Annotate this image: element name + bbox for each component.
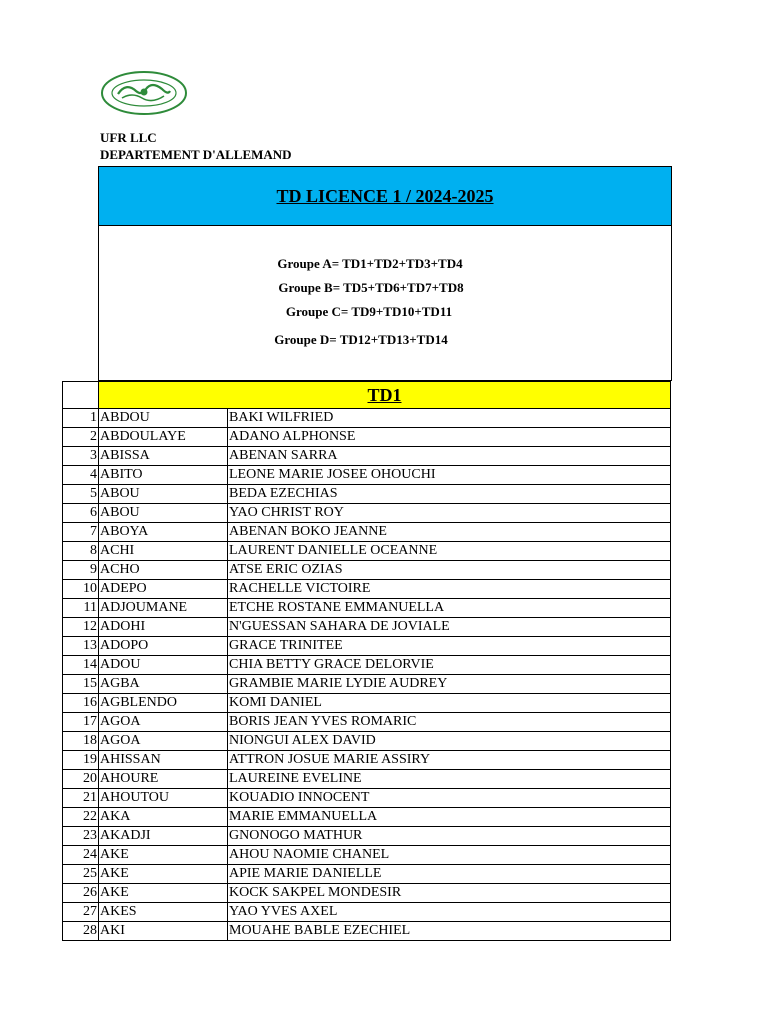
department-label: DEPARTEMENT D'ALLEMAND	[100, 147, 292, 162]
table-row	[63, 789, 671, 808]
student-surname: AHOUTOU	[99, 789, 228, 808]
student-firstnames: ETCHE ROSTANE EMMANUELLA	[228, 599, 671, 618]
student-firstnames: KOCK SAKPEL MONDESIR	[228, 884, 671, 903]
student-surname: ABDOU	[99, 409, 228, 428]
table-row	[63, 599, 671, 618]
row-number: 18	[63, 732, 99, 751]
table-row	[63, 428, 671, 447]
row-number: 27	[63, 903, 99, 922]
student-firstnames: BEDA EZECHIAS	[228, 485, 671, 504]
row-number: 21	[63, 789, 99, 808]
student-surname: AGOA	[99, 732, 228, 751]
student-firstnames: MARIE EMMANUELLA	[228, 808, 671, 827]
row-number: 28	[63, 922, 99, 941]
table-row	[63, 808, 671, 827]
student-surname: ADOPO	[99, 637, 228, 656]
student-surname: ADOU	[99, 656, 228, 675]
group-c: Groupe C= TD9+TD10+TD11	[285, 304, 453, 319]
sheet-title	[98, 166, 672, 226]
student-firstnames: GRACE TRINITEE	[228, 637, 671, 656]
table-row	[63, 884, 671, 903]
table-row	[63, 675, 671, 694]
student-surname: AKES	[99, 903, 228, 922]
student-table	[62, 381, 671, 941]
table-row	[63, 827, 671, 846]
student-surname: AHISSAN	[99, 751, 228, 770]
table-row	[63, 694, 671, 713]
table-row	[63, 713, 671, 732]
student-surname: ABOU	[99, 504, 228, 523]
row-number: 24	[63, 846, 99, 865]
student-surname: ACHO	[99, 561, 228, 580]
row-number: 8	[63, 542, 99, 561]
table-row	[63, 523, 671, 542]
student-surname: ABISSA	[99, 447, 228, 466]
row-number: 7	[63, 523, 99, 542]
student-firstnames: MOUAHE BABLE EZECHIEL	[228, 922, 671, 941]
student-firstnames: APIE MARIE DANIELLE	[228, 865, 671, 884]
table-row	[63, 637, 671, 656]
student-firstnames: LAUREINE EVELINE	[228, 770, 671, 789]
row-number: 11	[63, 599, 99, 618]
student-firstnames: KOUADIO INNOCENT	[228, 789, 671, 808]
student-surname: AKADJI	[99, 827, 228, 846]
table-row	[63, 656, 671, 675]
department-header	[100, 129, 292, 163]
student-surname: AHOURE	[99, 770, 228, 789]
table-row	[63, 485, 671, 504]
row-number: 6	[63, 504, 99, 523]
table-row	[63, 922, 671, 941]
table-row	[63, 903, 671, 922]
row-number: 25	[63, 865, 99, 884]
table-row	[63, 618, 671, 637]
student-surname: AGBLENDO	[99, 694, 228, 713]
student-firstnames: ATTRON JOSUE MARIE ASSIRY	[228, 751, 671, 770]
table-row	[63, 770, 671, 789]
student-firstnames: ATSE ERIC OZIAS	[228, 561, 671, 580]
row-number: 1	[63, 409, 99, 428]
table-row	[63, 504, 671, 523]
groups-box	[98, 226, 672, 381]
row-number: 3	[63, 447, 99, 466]
student-firstnames: KOMI DANIEL	[228, 694, 671, 713]
student-surname: AKA	[99, 808, 228, 827]
student-firstnames: NIONGUI ALEX DAVID	[228, 732, 671, 751]
student-surname: AKE	[99, 865, 228, 884]
student-surname: AGOA	[99, 713, 228, 732]
student-firstnames: BAKI WILFRIED	[228, 409, 671, 428]
student-surname: AGBA	[99, 675, 228, 694]
section-row	[63, 382, 671, 409]
row-number: 23	[63, 827, 99, 846]
student-surname: ABDOULAYE	[99, 428, 228, 447]
section-blank-cell	[63, 382, 99, 409]
group-b: Groupe B= TD5+TD6+TD7+TD8	[278, 280, 464, 295]
row-number: 12	[63, 618, 99, 637]
student-firstnames: BORIS JEAN YVES ROMARIC	[228, 713, 671, 732]
row-number: 15	[63, 675, 99, 694]
row-number: 10	[63, 580, 99, 599]
table-row	[63, 447, 671, 466]
student-firstnames: ABENAN BOKO JEANNE	[228, 523, 671, 542]
student-surname: ACHI	[99, 542, 228, 561]
student-firstnames: YAO CHRIST ROY	[228, 504, 671, 523]
student-surname: ABOYA	[99, 523, 228, 542]
table-row	[63, 580, 671, 599]
student-firstnames: GNONOGO MATHUR	[228, 827, 671, 846]
student-surname: ABOU	[99, 485, 228, 504]
row-number: 2	[63, 428, 99, 447]
student-surname: ADOHI	[99, 618, 228, 637]
student-firstnames: AHOU NAOMIE CHANEL	[228, 846, 671, 865]
table-row	[63, 751, 671, 770]
student-surname: ADEPO	[99, 580, 228, 599]
student-firstnames: ADANO ALPHONSE	[228, 428, 671, 447]
row-number: 22	[63, 808, 99, 827]
table-row	[63, 542, 671, 561]
row-number: 26	[63, 884, 99, 903]
row-number: 5	[63, 485, 99, 504]
row-number: 16	[63, 694, 99, 713]
row-number: 4	[63, 466, 99, 485]
group-d: Groupe D= TD12+TD13+TD14	[274, 332, 448, 347]
student-firstnames: RACHELLE VICTOIRE	[228, 580, 671, 599]
table-row	[63, 846, 671, 865]
student-firstnames: CHIA BETTY GRACE DELORVIE	[228, 656, 671, 675]
student-surname: AKE	[99, 846, 228, 865]
student-firstnames: N'GUESSAN SAHARA DE JOVIALE	[228, 618, 671, 637]
row-number: 20	[63, 770, 99, 789]
student-firstnames: LEONE MARIE JOSEE OHOUCHI	[228, 466, 671, 485]
table-row	[63, 865, 671, 884]
table-row	[63, 561, 671, 580]
student-surname: ADJOUMANE	[99, 599, 228, 618]
table-row	[63, 409, 671, 428]
row-number: 14	[63, 656, 99, 675]
row-number: 13	[63, 637, 99, 656]
student-surname: AKE	[99, 884, 228, 903]
section-title: TD1	[99, 382, 671, 409]
ufr-label: UFR LLC	[100, 130, 157, 145]
sheet-title-text: TD LICENCE 1 / 2024-2025	[276, 185, 494, 206]
row-number: 19	[63, 751, 99, 770]
row-number: 17	[63, 713, 99, 732]
table-row	[63, 466, 671, 485]
student-firstnames: GRAMBIE MARIE LYDIE AUDREY	[228, 675, 671, 694]
table-row	[63, 732, 671, 751]
row-number: 9	[63, 561, 99, 580]
student-surname: ABITO	[99, 466, 228, 485]
student-firstnames: YAO YVES AXEL	[228, 903, 671, 922]
student-firstnames: ABENAN SARRA	[228, 447, 671, 466]
student-surname: AKI	[99, 922, 228, 941]
td-sheet	[62, 166, 671, 941]
university-logo	[100, 70, 188, 116]
student-firstnames: LAURENT DANIELLE OCEANNE	[228, 542, 671, 561]
group-a: Groupe A= TD1+TD2+TD3+TD4	[277, 256, 463, 271]
